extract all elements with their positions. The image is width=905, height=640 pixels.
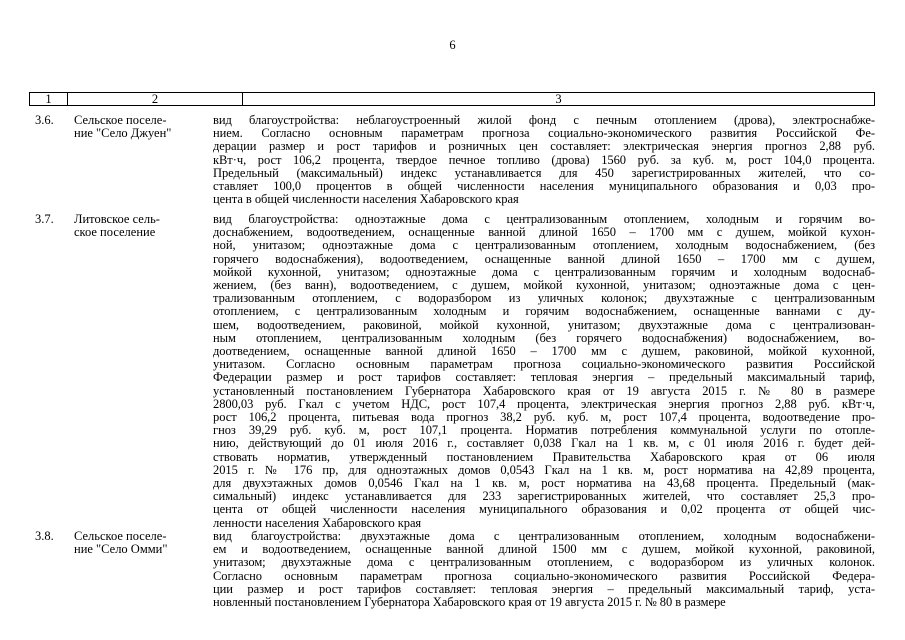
description-line: Согласно основным параметрам прогноза социально-экономического развития Российской Федера- [213,568,875,583]
description-line: вид благоустройства: неблагоустроенный жилой фонд с печным отоплением (дрова), электроснабже- [213,113,875,127]
description-line: 2015 г. № 176 пр, для одноэтажных домов 0,0543 Гкал на 1 кв. м, рост норматива на 42,89 процента, [213,462,875,477]
description-line: нию, действующий до 01 июля 2016 г., составляет 0,038 Гкал на 1 кв. м, с 01 июля 2016 г. будет дей- [213,436,875,451]
settlement-name-line: ское поселение [74,225,156,240]
description-line: унитазом. Согласно основным параметрам прогноза социально-экономического развития Российской [213,357,875,372]
description-line: ции размер и рост тарифов составляет: тепловая энергия – предельный максимальный тариф, уста- [213,581,875,596]
header-col-1: 1 [30,93,68,105]
description-line: Предельный (максимальный) индекс устанавливается для 450 зарегистрированных жителей, что со- [213,165,875,180]
settlement-name-line: Сельское поселе- [74,529,167,543]
description-line: мойкой кухонной, унитазом; одноэтажные дома с централизованным горячим и холодным водоснаб- [213,264,875,279]
page-number: 6 [449,38,456,52]
description-line: 2800,03 руб. Гкал с учетом НДС, рост 107,4 процента, электрическая энергия прогноз 2,88 руб. кВт·ч, [213,396,875,411]
settlement-name-line: ние "Село Омми" [74,542,168,557]
description-line: установленный постановлением Губернатора Хабаровского края от 19 августа 2015 г. № 80 в размере [213,383,875,398]
description-line: Федерации размер и рост тарифов составляет: тепловая энергия – предельный максимальный тариф, [213,370,875,385]
description-line: ем и водоотведением, оснащенные ванной длиной 1500 мм с душем, мойкой кухонной, раковиной, [213,542,875,557]
description-line: цента от общей численности населения муниципального образования и 0,02 процента от общей чис- [213,502,875,517]
description-line: симальный) индекс устанавливается для 233 зарегистрированных жителей, что составляет 25,3 про- [213,489,875,504]
description-line: цента в общей численности населения Хабаровского края [213,192,519,207]
table-header [29,92,875,106]
description-line: гноз 39,29 руб. куб. м, рост 107,1 процента. Норматив потребления коммунальной услуги по отопле- [213,423,875,438]
row-number: 3.7. [35,212,54,226]
description-line: ленности населения Хабаровского края [213,515,422,530]
description-line: шем, водоотведением, раковиной, мойкой кухонной, унитазом; двухэтажные дома с централизован- [213,317,875,332]
row-number: 3.6. [35,113,54,127]
description-line: для двухэтажных домов 0,0546 Гкал на 1 кв. м, рост норматива на 43,68 процента. Предельный (мак- [213,476,875,491]
settlement-description [213,530,875,609]
description-line: рост 106,2 процента, питьевая вода прогноз 38,2 руб. куб. м, рост 107,4 процента, водоотведение про- [213,410,875,425]
settlement-name [74,213,234,239]
description-line: вид благоустройства: одноэтажные дома с централизованным отоплением, холодным и горячим во- [213,212,875,226]
settlement-description [213,114,875,206]
description-line: ствовать норматив, утвержденный постановлением Правительства Хабаровского края от 06 июля [213,449,875,464]
description-line: ным отоплением, централизованным холодным (без горячего водоснабжения) водоснабжением, во- [213,330,875,345]
row-number: 3.8. [35,529,54,543]
settlement-name-line: Сельское поселе- [74,113,167,127]
description-line: вид благоустройства: двухэтажные дома с централизованным отоплением, холодным водоснабжени- [213,529,875,543]
description-line: дерации размер и рост тарифов и розничных цен составляет: электрическая энергия прогноз 2,88 руб. [213,139,875,154]
description-line: ной, унитазом; одноэтажные дома с централизованным отоплением, холодным водоснабжением, (без [213,238,875,253]
description-line: трализованным отоплением, с водоразбором из уличных колонок; двухэтажные с централизованным [213,291,875,306]
description-line: унитазом; двухэтажные дома с централизованным отоплением, с водоразбором из уличных колонок. [213,555,875,570]
header-col-3: 3 [555,92,562,106]
description-line: горячего водоснабжения), водоотведением, оснащенные ванной длиной 1650 – 1700 мм с душем, [213,251,875,266]
description-line: ставляет 100,0 процентов в общей численности населения муниципального образования и 0,03 про- [213,179,875,194]
settlement-name-line: ние "Село Джуен" [74,126,172,141]
description-line: доснабжением, водоотведением, оснащенные ванной длиной 1650 – 1700 мм с душем, мойкой кухон- [213,225,875,240]
header-col-2: 2 [68,93,243,105]
description-line: нием. Согласно основным параметрам прогноза социально-экономического развития Российской Фе- [213,126,875,141]
description-line: жением, (без ванн), водоотведением, с душем, мойкой кухонной, унитазом; одноэтажные дома с цен- [213,278,875,293]
settlement-name [74,114,234,140]
description-line: новленный постановлением Губернатора Хабаровского края от 19 августа 2015 г. № 80 в размере [213,595,726,610]
description-line: кВт·ч, рост 106,2 процента, твердое печное топливо (дрова) 1560 руб. за куб. м, рост 104,0 процента. [213,152,875,167]
settlement-name [74,530,234,556]
settlement-description [213,213,875,530]
settlement-name-line: Литовское сель- [74,212,160,226]
description-line: доотведением, оснащенные ванной длиной 1650 – 1700 мм с душем, раковиной, мойкой кухонной, [213,344,875,359]
description-line: отоплением, с централизованным холодным и горячим водоснабжением, оснащенные ваннами с ду- [213,304,875,319]
